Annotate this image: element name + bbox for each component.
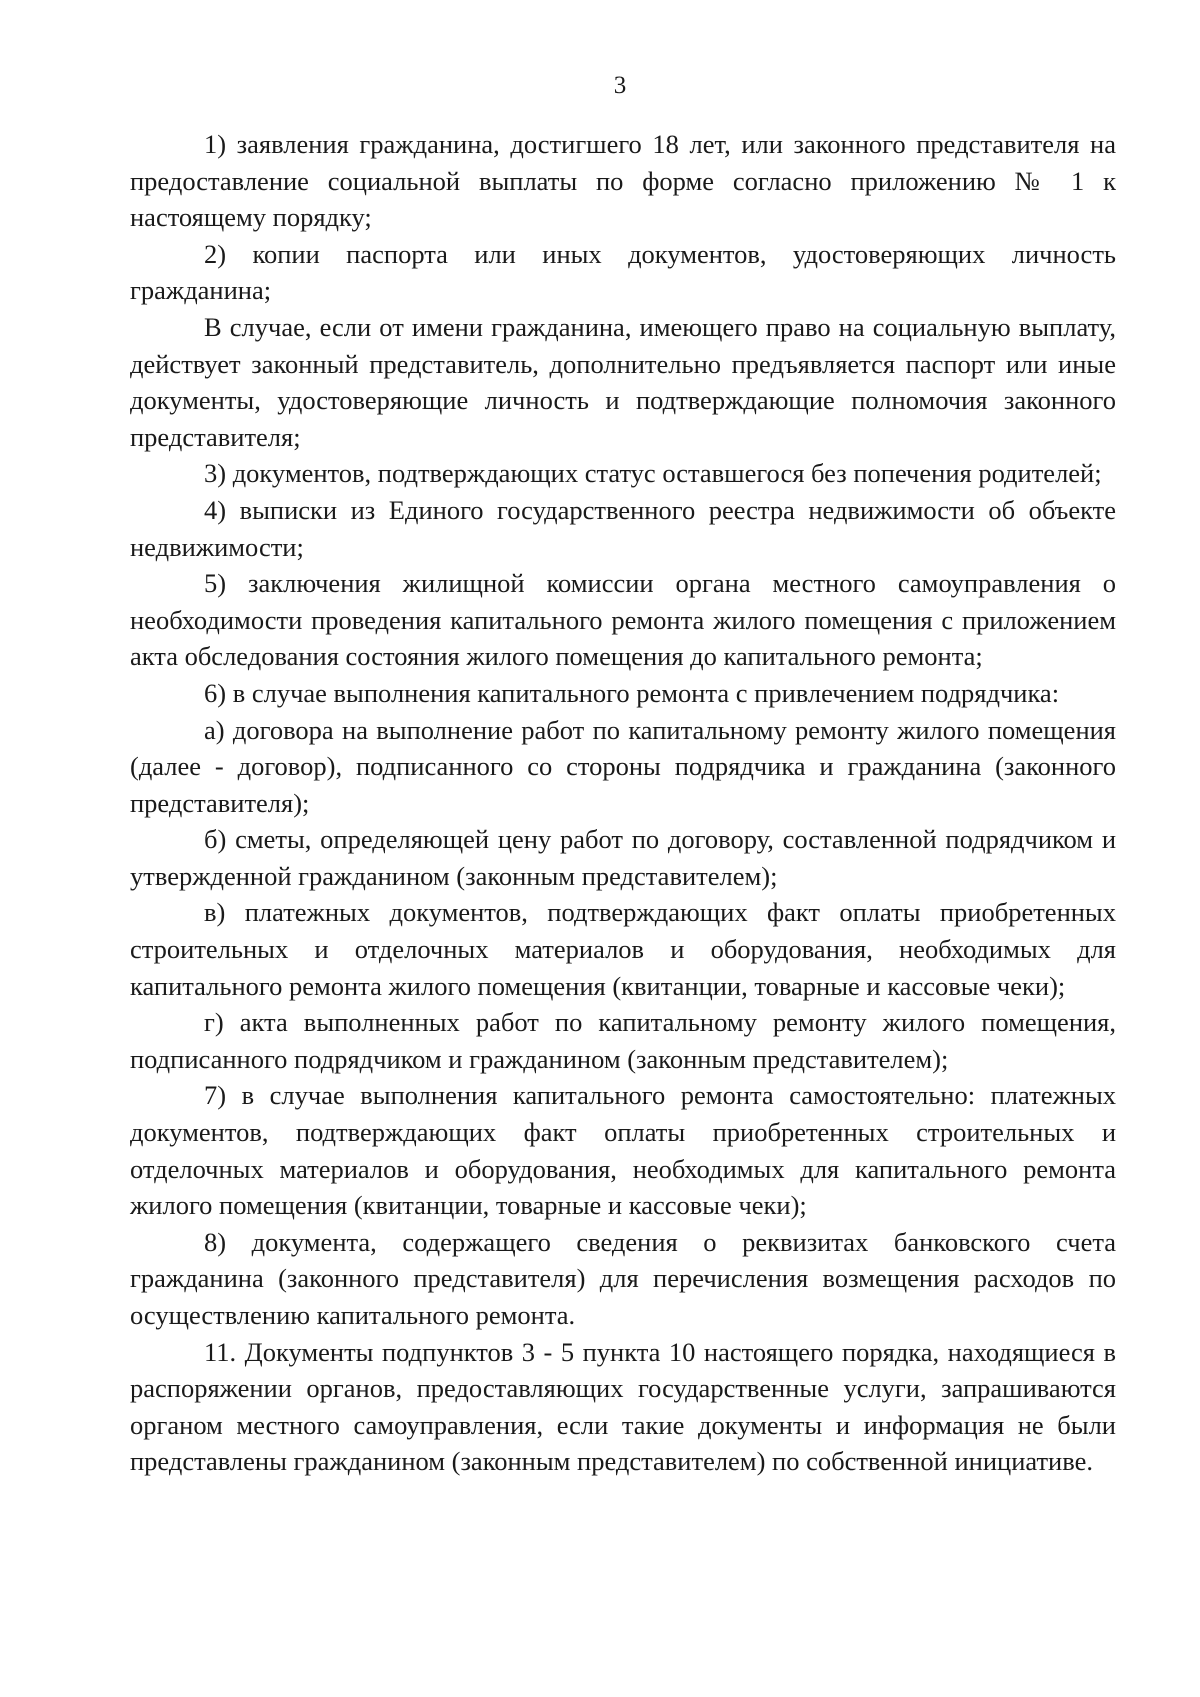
- paragraph-item-1: 1) заявления гражданина, достигшего 18 лет, или законного представителя на предоставление социальной выплаты по форме согласно приложению № 1 к настоящему порядку;: [130, 129, 1116, 233]
- paragraph-item-6a: а) договора на выполнение работ по капитальному ремонту жилого помещения (далее - договор), подписанного со стороны подрядчика и гражданина (законного представителя);: [130, 714, 1116, 818]
- paragraph-representative: В случае, если от имени гражданина, имеющего право на социальную выплату, действует законный представитель, дополнительно предъявляется паспорт или иные документы, удостоверяющие личность и подтверждающие полномочия законного представителя;: [130, 311, 1116, 452]
- paragraph-item-5: 5) заключения жилищной комиссии органа местного самоуправления о необходимости проведения капитального ремонта жилого помещения с приложением акта обследования состояния жилого помещения до капитального ремонта;: [130, 568, 1116, 672]
- paragraph-item-8: 8) документа, содержащего сведения о реквизитах банковского счета гражданина (законного представителя) для перечисления возмещения расходов по осуществлению капитального ремонта.: [130, 1226, 1116, 1330]
- paragraph-item-4: 4) выписки из Единого государственного реестра недвижимости об объекте недвижимости;: [130, 494, 1116, 562]
- page-number: 3: [613, 72, 627, 99]
- paragraph-item-7: 7) в случае выполнения капитального ремонта самостоятельно: платежных документов, подтверждающих факт оплаты приобретенных строительных и отделочных материалов и оборудования, необходимых для капитального ремонта жилого помещения (квитанции, товарные и кассовые чеки);: [130, 1080, 1116, 1221]
- paragraph-item-3: 3) документов, подтверждающих статус оставшегося без попечения родителей;: [204, 458, 1102, 489]
- paragraph-item-6g: г) акта выполненных работ по капитальному ремонту жилого помещения, подписанного подрядчиком и гражданином (законным представителем);: [130, 1007, 1116, 1074]
- paragraph-clause-11: 11. Документы подпунктов 3 - 5 пункта 10 настоящего порядка, находящиеся в распоряжении органов, предоставляющих государственные услуги, запрашиваются органом местного самоуправления, если такие документы и информация не были представлены гражданином (законным представителем) по собственной инициативе.: [130, 1336, 1116, 1477]
- document-body: [130, 126, 1116, 1480]
- paragraph-item-6v: в) платежных документов, подтверждающих факт оплаты приобретенных строительных и отделочных материалов и оборудования, необходимых для капитального ремонта жилого помещения (квитанции, товарные и кассовые чеки);: [130, 897, 1116, 1001]
- paragraph-item-6b: б) сметы, определяющей цену работ по договору, составленной подрядчиком и утвержденной гражданином (законным представителем);: [130, 824, 1116, 891]
- paragraph-item-6: 6) в случае выполнения капитального ремонта с привлечением подрядчика:: [204, 677, 1060, 708]
- paragraph-item-2: 2) копии паспорта или иных документов, удостоверяющих личность гражданина;: [130, 238, 1116, 306]
